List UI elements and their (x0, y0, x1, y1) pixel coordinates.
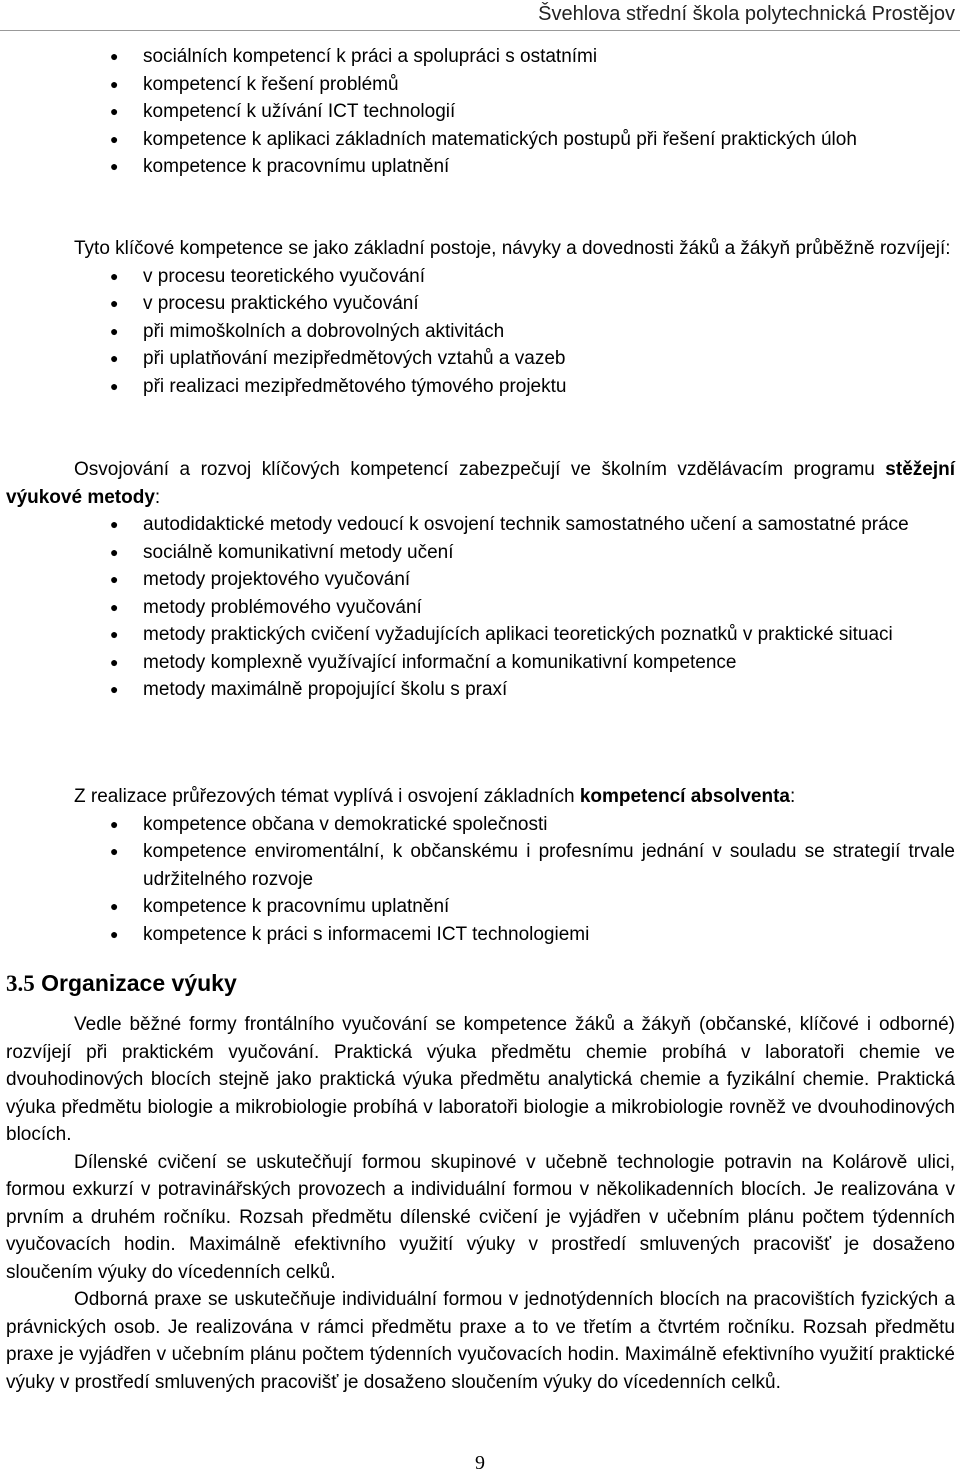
section-number: 3.5 (6, 971, 35, 996)
list-item: ● kompetence enviromentální, k občanskému i profesnímu jednání v souladu se strategií trvale udržitelného rozvoje (6, 838, 955, 893)
list-item: ● při realizaci mezipředmětového týmového projektu (6, 373, 955, 401)
list-item: ● kompetence k pracovnímu uplatnění (6, 893, 955, 921)
list-item: ● metody praktických cvičení vyžadujících aplikaci teoretických poznatků v praktické situaci (6, 621, 955, 649)
bullet-icon: ● (110, 158, 119, 174)
bullet-icon: ● (110, 322, 119, 339)
bullet-icon: ● (110, 267, 119, 284)
bullet-icon: ● (110, 626, 119, 642)
teaching-methods-section (6, 456, 955, 704)
paragraph: Odborná praxe se uskutečňuje individuální formou v jednotýdenních blocích na pracovištích fyzických a právnických osob. Je realizována v rámci předmětu praxe a to ve třetím a čtvrtém ročníku. Rozsah předmětu praxe je vyjádřen v učebním plánu počtem týdenních vyučovacích hodin. Maximálně efektivního využití praktické výuky v prostředí smluvených pracovišť je dosaženo sloučením výuky do vícedenních celků. (6, 1289, 955, 1393)
list-item: ● metody projektového vyučování (6, 566, 955, 594)
list-item: ● kompetencí k řešení problémů (6, 71, 955, 99)
list-item: ● kompetence občana v demokratické společnosti (6, 811, 955, 839)
paragraph: Z realizace průřezových témat vyplívá i osvojení základních kompetencí absolventa: (74, 786, 796, 807)
bullet-icon: ● (110, 103, 119, 119)
bullet-icon: ● (110, 48, 119, 64)
list-item: ● v procesu praktického vyučování (6, 290, 955, 318)
graduate-competences-section (6, 783, 955, 948)
bullet-icon: ● (110, 843, 119, 859)
list-item: ● kompetencí k užívání ICT technologií (6, 98, 955, 126)
competence-list (6, 43, 955, 181)
bullet-icon: ● (110, 898, 119, 914)
section-title: Organizace výuky (41, 970, 237, 996)
list-item: ● sociálně komunikativní metody učení (6, 539, 955, 567)
header-rule (0, 30, 960, 31)
bullet-icon: ● (110, 130, 119, 147)
page-header: Švehlova střední škola polytechnická Prostějov (538, 3, 955, 25)
bullet-icon: ● (110, 516, 119, 532)
paragraph: Osvojování a rozvoj klíčových kompetencí zabezpečují ve školním vzdělávacím programu stěžejní výukové metody: (6, 459, 955, 508)
bullet-icon: ● (110, 681, 119, 697)
paragraph: Dílenské cvičení se uskutečňují formou skupinové v učebně technologie potravin na Kolárově ulici, formou exkurzí v potravinářských provozech a individuální formou v několikadenních blocích. Je realizována v prvním a druhém ročníku. Rozsah předmětu dílenské cvičení je vyjádřen v učebním plánu počtem týdenních vyučovacích hodin. Maximálně efektivního využití výuky v prostředí smluvených pracovišť je dosaženo sloučením výuky do vícedenních celků. (6, 1151, 955, 1283)
bullet-icon: ● (110, 925, 119, 942)
bullet-icon: ● (110, 75, 119, 92)
list-item: ● metody komplexně využívající informační a komunikativní kompetence (6, 649, 955, 677)
paragraph: Vedle běžné formy frontálního vyučování se kompetence žáků a žákyň (občanské, klíčové i odborné) rozvíjejí při praktickém vyučování. Praktická výuka předmětu chemie probíhá v laboratoři chemie ve dvouhodinových blocích stejně jako praktická výuka předmětu analytická chemie a fyzikální chemie. Praktická výuka předmětu biologie a mikrobiologie probíhá v laboratoři biologie a mikrobiologie rovněž ve dvouhodinových blocích. (6, 1014, 955, 1145)
bullet-icon: ● (110, 571, 119, 587)
list-item: ● sociálních kompetencí k práci a spolupráci s ostatními (6, 43, 955, 71)
bullet-icon: ● (110, 350, 119, 366)
bullet-icon: ● (110, 598, 119, 615)
bullet-icon: ● (110, 543, 119, 560)
bullet-icon: ● (110, 377, 119, 394)
paragraph: Tyto klíčové kompetence se jako základní postoje, návyky a dovednosti žáků a žákyň průběžně rozvíjejí: (74, 238, 951, 259)
list-item: ● při mimoškolních a dobrovolných aktivitách (6, 318, 955, 346)
key-competences-section (6, 235, 955, 400)
organization-body (6, 1011, 955, 1396)
page-number: 9 (475, 1452, 485, 1474)
list-item: ● kompetence k pracovnímu uplatnění (6, 153, 955, 181)
bullet-icon: ● (110, 653, 119, 670)
list-item: ● při uplatňování mezipředmětových vztahů a vazeb (6, 345, 955, 373)
section-heading (6, 970, 237, 997)
bullet-icon: ● (110, 295, 119, 311)
list-item: ● kompetence k aplikaci základních matematických postupů při řešení praktických úloh (6, 126, 955, 154)
bullet-icon: ● (110, 815, 119, 832)
list-item: ● v procesu teoretického vyučování (6, 263, 955, 291)
list-item: ● metody maximálně propojující školu s praxí (6, 676, 955, 704)
list-item: ● metody problémového vyučování (6, 594, 955, 622)
list-item: ● autodidaktické metody vedoucí k osvojení technik samostatného učení a samostatné práce (6, 511, 955, 539)
list-item: ● kompetence k práci s informacemi ICT technologiemi (6, 921, 955, 949)
